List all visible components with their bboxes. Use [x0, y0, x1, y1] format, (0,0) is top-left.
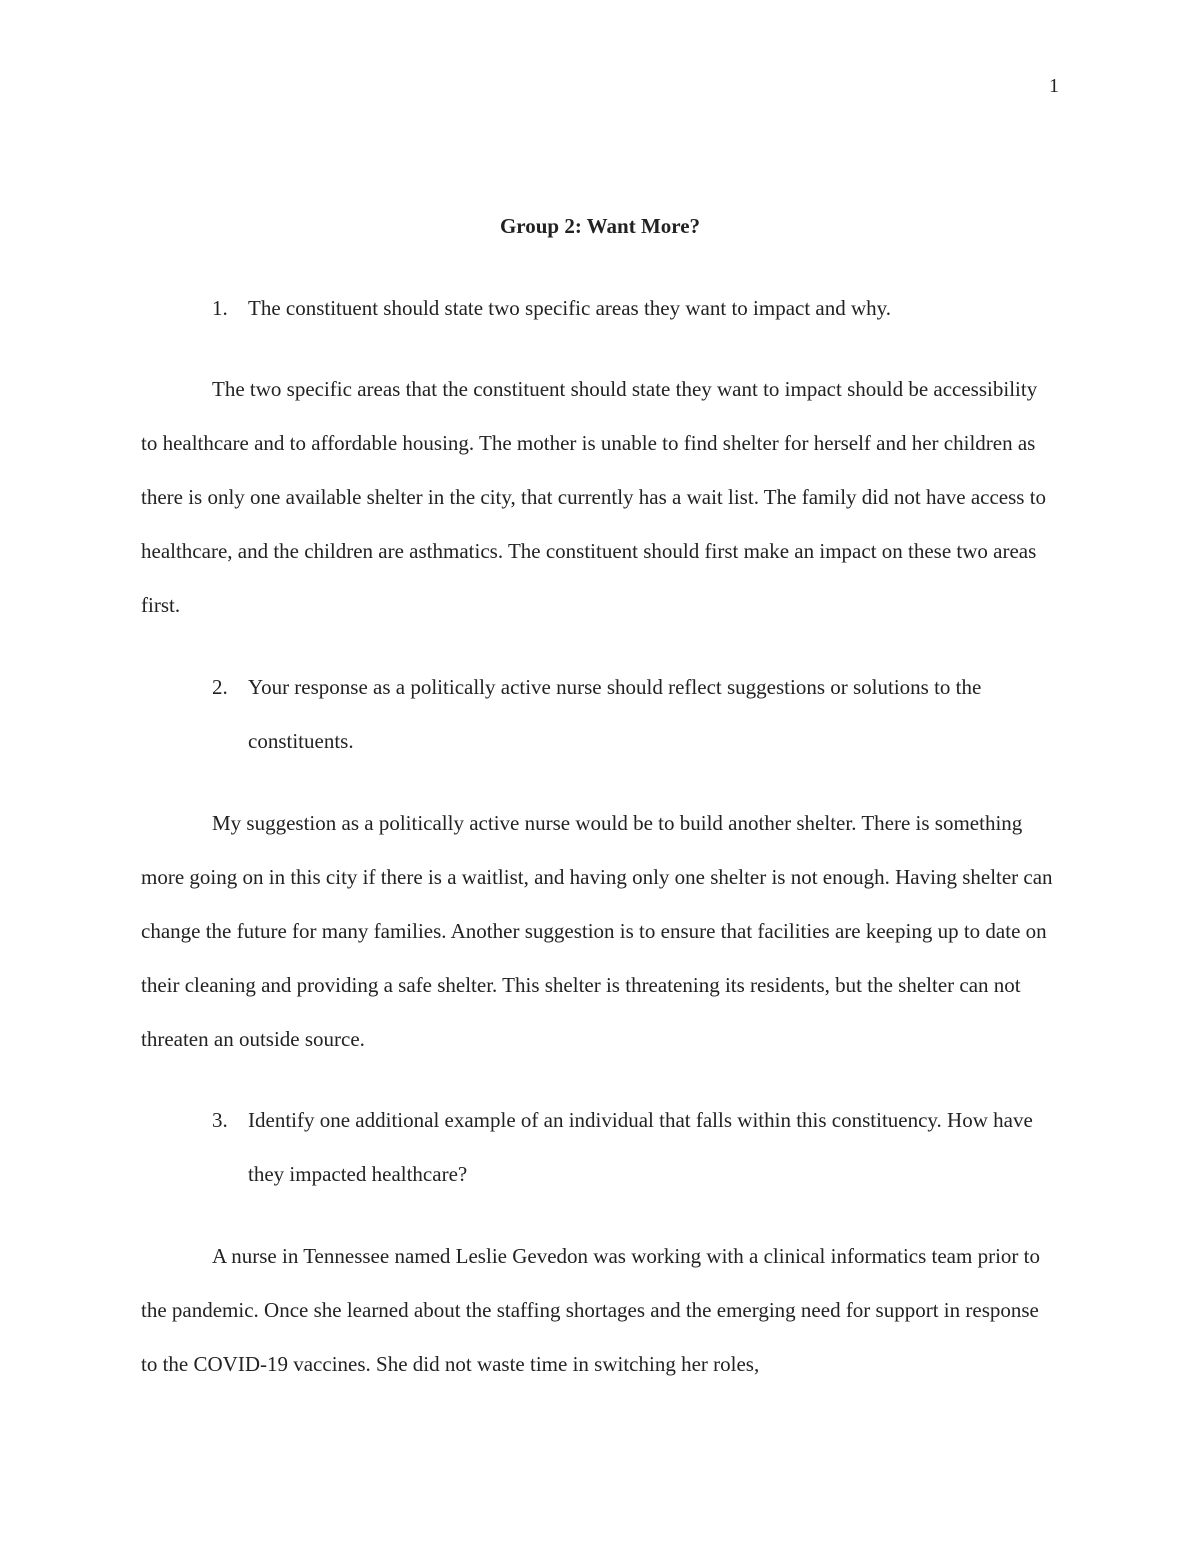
- question-text: Your response as a politically active nurse should reflect suggestions or solutions to the constituents.: [248, 675, 982, 753]
- question-2: [212, 660, 1072, 768]
- question-number: 3.: [212, 1108, 228, 1132]
- answer-2: My suggestion as a politically active nurse would be to build another shelter. There is something more going on in this city if there is a waitlist, and having only one shelter is not enough. Having shelter can change the future for many families. Another suggestion is to ensure that facilities are keeping up to date on their cleaning and providing a safe shelter. This shelter is threatening its residents, but the shelter can not threaten an outside source.: [141, 811, 1053, 1051]
- question-text: Identify one additional example of an individual that falls within this constituency. How have they impacted healthcare?: [248, 1108, 1033, 1186]
- document-title: Group 2: Want More?: [499, 214, 701, 238]
- answer-3: A nurse in Tennessee named Leslie Gevedon was working with a clinical informatics team prior to the pandemic. Once she learned about the staffing shortages and the emerging need for support in response to the COVID-19 vaccines. She did not waste time in switching her roles,: [141, 1244, 1040, 1376]
- question-3: [212, 1093, 1072, 1201]
- question-text: The constituent should state two specific areas they want to impact and why.: [248, 296, 892, 320]
- question-number: 2.: [212, 675, 228, 699]
- answer-1: The two specific areas that the constituent should state they want to impact should be accessibility to healthcare and to affordable housing. The mother is unable to find shelter for herself and her children as there is only one available shelter in the city, that currently has a wait list. The family did not have access to healthcare, and the children are asthmatics. The constituent should first make an impact on these two areas first.: [141, 377, 1047, 617]
- question-number: 1.: [212, 296, 228, 320]
- page-number: 1: [1049, 75, 1059, 97]
- question-1: [212, 281, 1072, 335]
